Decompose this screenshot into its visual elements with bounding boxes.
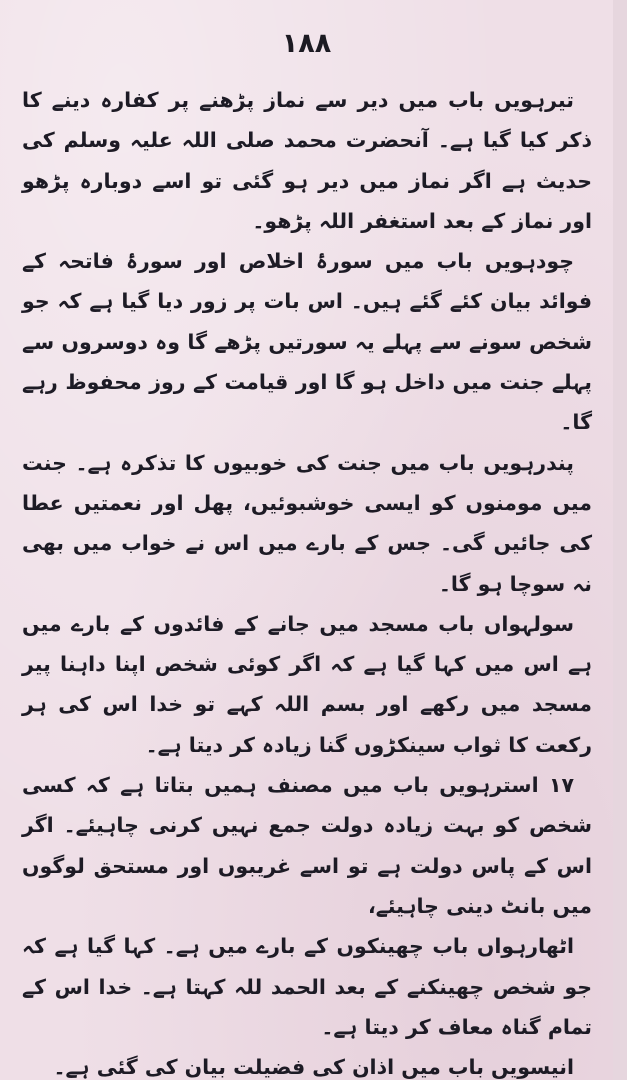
paragraph-chapter-17: ۱۷ استرہویں باب میں مصنف ہمیں بتاتا ہے کہ کسی شخص کو بہت زیادہ دولت جمع نہیں کرنی چاہیئے۔ اگر اس کے پاس دولت ہے تو اسے غریبوں اور مستحق لوگوں میں بانٹ دینی چاہیئے، <box>22 773 592 918</box>
page-number: ۱۸۸ <box>281 28 332 59</box>
paragraph-chapter-13: تیرہویں باب میں دیر سے نماز پڑھنے پر کفارہ دینے کا ذکر کیا گیا ہے۔ آنحضرت محمد صلی اللہ علیہ وسلم کی حدیث ہے اگر نماز میں دیر ہو گئی تو اسے دوبارہ پڑھو اور نماز کے بعد استغفر اللہ پڑھو۔ <box>22 88 592 233</box>
paragraph-chapter-16: سولہواں باب مسجد میں جانے کے فائدوں کے بارے میں ہے اس میں کہا گیا ہے کہ اگر کوئی شخص اپنا داہنا پیر مسجد میں رکھے اور بسم اللہ کہے تو خدا اس کی ہر رکعت کا ثواب سینکڑوں گنا زیادہ کر دیتا ہے۔ <box>22 611 592 757</box>
paragraph-chapter-19: انیسویں باب میں اذان کی فضیلت بیان کی گئی ہے۔ <box>53 1055 574 1080</box>
page-body <box>22 80 592 1080</box>
paragraph-chapter-14: چودہویں باب میں سورۂ اخلاص اور سورۂ فاتحہ کے فوائد بیان کئے گئے ہیں۔ اس بات پر زور دیا گیا ہے کہ جو شخص سونے سے پہلے یہ سورتیں پڑھے گا وہ دوسروں سے پہلے جنت میں داخل ہو گا اور قیامت کے روز محفوظ رہے گا۔ <box>22 249 592 435</box>
paragraph-chapter-15: پندرہویں باب میں جنت کی خوبیوں کا تذکرہ ہے۔ جنت میں مومنوں کو ایسی خوشبوئیں، پھل اور نعمتیں عطا کی جائیں گی۔ جس کے بارے میں اس نے خواب میں بھی نہ سوچا ہو گا۔ <box>22 450 592 596</box>
paragraph-chapter-18: اٹھارہواں باب چھینکوں کے بارے میں ہے۔ کہا گیا ہے کہ جو شخص چھینکنے کے بعد الحمد للہ کہتا ہے۔ خدا اس کے تمام گناہ معاف کر دیتا ہے۔ <box>22 934 592 1039</box>
